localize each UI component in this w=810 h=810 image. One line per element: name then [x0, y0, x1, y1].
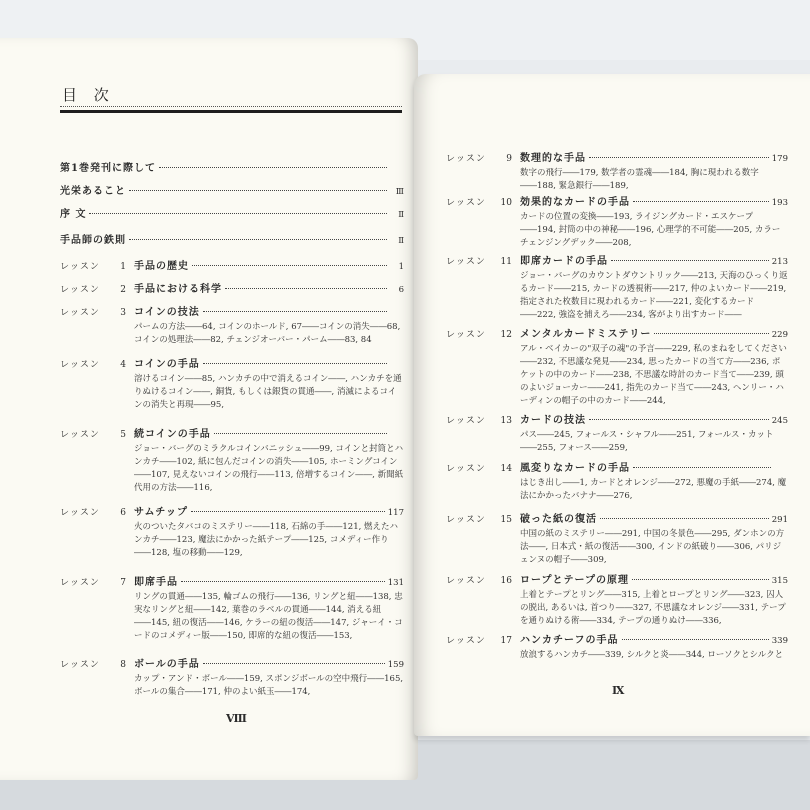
lesson-label: レッスン	[446, 464, 486, 474]
lesson-number: 6	[120, 508, 126, 518]
lesson-title: ボールの手品	[134, 659, 200, 670]
lesson-title: コインの手品	[134, 359, 200, 370]
front-matter-title: 第1巻発刊に際して	[60, 163, 156, 174]
lesson-entry	[60, 576, 404, 643]
lesson-entry	[446, 196, 788, 250]
front-matter-item	[60, 234, 404, 249]
dot-leader	[129, 190, 387, 191]
page-ref: 291	[771, 515, 788, 525]
lesson-entry	[446, 574, 788, 628]
lesson-label: レッスン	[60, 308, 100, 318]
lesson-entry	[446, 152, 788, 193]
lesson-label: レッスン	[446, 576, 486, 586]
lesson-entry	[446, 255, 788, 322]
lesson-label: レッスン	[446, 154, 486, 164]
lesson-title: 風変りなカードの手品	[520, 463, 630, 474]
dot-leader	[203, 311, 387, 312]
front-matter-title: 光栄あること	[60, 186, 126, 197]
dot-leader	[181, 581, 385, 582]
lesson-label: レッスン	[446, 515, 486, 525]
dot-leader	[654, 333, 768, 334]
dot-leader	[129, 239, 387, 240]
page-ref: Ⅲ	[395, 187, 404, 197]
lesson-label: レッスン	[60, 262, 100, 272]
lesson-entry	[446, 462, 788, 503]
lesson-entry	[60, 306, 404, 347]
lesson-number: 7	[120, 578, 126, 588]
front-matter-title: 序 文	[60, 209, 87, 220]
dot-leader	[611, 260, 769, 261]
front-matter-title: 手品師の鉄則	[60, 235, 126, 246]
lesson-title: 数理的な手品	[520, 153, 586, 164]
lesson-contents: カードの位置の変換――193, ライジングカード・エスケープ――194, 封筒の中の神秘――196, 心理学的不可能――205, カラーチェンジングデック――208,	[520, 211, 781, 248]
lesson-contents: 数字の飛行――179, 数学者の霊魂――184, 胸に現われる数字――188, 緊急銀行――189,	[520, 167, 759, 191]
lesson-contents: パス――245, フォールス・シャフル――251, フォールス・カット――255, フォース――259,	[520, 429, 774, 453]
lesson-contents: はじき出し――1, カードとオレンジ――272, 悪魔の手紙――274, 魔法にかかったバナナ――276,	[520, 477, 787, 501]
lesson-contents: ジョー・バーグのミラクルコインバニッシュ――99, コインと封筒とハンカチ――102, 紙に包んだコインの消失――105, ホーミングコイン――107, 見えないコインの飛行――113, 倍増するコイン――, 新聞紙代用の方法――116,	[134, 443, 404, 493]
lesson-number: 13	[500, 416, 512, 426]
lesson-title: ロープとテープの原理	[520, 575, 629, 586]
lesson-entry	[446, 634, 788, 662]
lesson-label: レッスン	[446, 198, 486, 208]
heading-rule	[60, 110, 402, 113]
lesson-title: 効果的なカードの手品	[520, 197, 630, 208]
lesson-title: 即席カードの手品	[520, 256, 608, 267]
lesson-title: 手品の歴史	[134, 261, 189, 272]
page-ref: 131	[387, 578, 404, 588]
lesson-number: 10	[500, 198, 512, 208]
lesson-contents: リングの貫通――135, 輪ゴムの飛行――136, リングと紐――138, 忠実なリングと紐――142, 葉巻のラベルの貫通――144, 消える紐――145, 紐の復活――146, ケラーの紐の復活――147, ジャーイ・コードのコメディー版――150, 即席的な紐の復活――153,	[134, 591, 403, 641]
left-page-number: Ⅷ	[226, 712, 248, 725]
dot-leader	[622, 639, 769, 640]
dot-leader	[214, 433, 387, 434]
dot-leader	[203, 663, 385, 664]
lesson-contents: パームの方法――64, コインのホールド, 67――コインの消失――68, コインの処理法――82, チェンジオーバー・パーム――83, 84	[134, 321, 401, 345]
lesson-title: 即席手品	[134, 577, 178, 588]
lesson-number: 17	[500, 636, 512, 646]
lesson-title: コインの技法	[134, 307, 200, 318]
lesson-entry	[60, 260, 404, 275]
lesson-entry	[60, 428, 404, 495]
lesson-number: 14	[500, 464, 512, 474]
lesson-entry	[60, 283, 404, 298]
lesson-title: 手品における科学	[134, 284, 222, 295]
lesson-number: 1	[120, 262, 126, 272]
dot-leader	[632, 579, 769, 580]
lesson-contents: 上着とテープとリング――315, 上着とロープとリング――323, 囚人の脱出, あるいは, 首つり――327, 不思議なオレンジ――331, テープを通りぬける術――334, テープの通りぬけ――336,	[520, 589, 786, 626]
right-page-number: Ⅸ	[612, 684, 626, 697]
dot-leader	[159, 167, 387, 168]
page-ref: Ⅱ	[398, 210, 404, 220]
dot-leader	[633, 201, 769, 202]
lesson-title: 破った紙の復活	[520, 514, 597, 525]
lesson-contents: アル・ベイカーの"双子の魂"の予言――229, 私のまねをしてください――232, 不思議な発見――234, 思ったカードの当て方――236, ポケットの中のカード――238, 不思議な時計のカード当て――239, 頭のよいジョーカー――241, 指先のカード当て――243, ヘンリー・ハーディンの帽子の中のカード――244,	[520, 343, 787, 406]
lesson-number: 2	[120, 285, 126, 295]
front-matter-item	[60, 208, 404, 223]
lesson-entry	[60, 658, 404, 699]
lesson-number: 4	[120, 360, 126, 370]
lesson-label: レッスン	[60, 360, 100, 370]
lesson-number: 8	[120, 660, 126, 670]
lesson-title: メンタルカードミステリー	[520, 329, 652, 340]
page-ref: 1	[398, 262, 404, 272]
dot-leader	[633, 467, 771, 468]
page-ref: 339	[771, 636, 788, 646]
lesson-number: 5	[120, 430, 126, 440]
page-ref: 179	[771, 154, 788, 164]
lesson-label: レッスン	[60, 660, 100, 670]
lesson-title: ハンカチーフの手品	[520, 635, 619, 646]
dot-leader	[589, 157, 769, 158]
lesson-number: 3	[120, 308, 126, 318]
lesson-contents: 放浪するハンカチ――339, シルクと炎――344, ローソクとシルクと	[520, 649, 784, 660]
lesson-title: 続コインの手品	[134, 429, 211, 440]
dot-leader	[192, 265, 387, 266]
dot-leader	[600, 518, 769, 519]
lesson-number: 15	[500, 515, 512, 525]
lesson-label: レッスン	[446, 330, 486, 340]
lesson-number: 12	[500, 330, 512, 340]
lesson-number: 16	[500, 576, 512, 586]
dot-leader	[89, 213, 387, 214]
lesson-contents: 火のついたタバコのミステリー――118, 石綿の手――121, 燃えたハンカチ――123, 魔法にかかった紙テープ――125, コメディー作り――128, 塩の移動――129,	[134, 521, 399, 558]
lesson-entry	[446, 414, 788, 455]
lesson-entry	[60, 506, 404, 560]
page-ref: 229	[771, 330, 788, 340]
page-ref: 213	[771, 257, 788, 267]
page-ref: 315	[771, 576, 788, 586]
dot-leader	[589, 419, 769, 420]
lesson-entry	[60, 358, 404, 412]
lesson-label: レッスン	[446, 257, 486, 267]
lesson-contents: カップ・アンド・ボール――159, スポンジボールの空中飛行――165, ボールの集合――171, 仲のよい紙玉――174,	[134, 673, 404, 697]
lesson-contents: 中国の紙のミステリー――291, 中国の冬景色――295, ダンホンの方法――, 日本式・紙の復活――300, インドの紙破り――306, パリジェンヌの帽子――309,	[520, 528, 785, 565]
lesson-label: レッスン	[446, 636, 486, 646]
lesson-label: レッスン	[60, 578, 100, 588]
page-ref: Ⅱ	[398, 236, 404, 246]
lesson-contents: 溶けるコイン――85, ハンカチの中で消えるコイン――, ハンカチを通りぬけるコイン――, 銅貨, もしくは銀貨の貫通――, 消滅によるコインの消失と再現――95,	[134, 373, 402, 410]
lesson-title: カードの技法	[520, 415, 586, 426]
front-matter-item	[60, 162, 404, 176]
lesson-number: 9	[506, 154, 512, 164]
page-ref: 117	[387, 508, 404, 518]
page-ref: 193	[771, 198, 788, 208]
page-ref: 6	[398, 285, 404, 295]
lesson-entry	[446, 513, 788, 567]
lesson-label: レッスン	[446, 416, 486, 426]
lesson-contents: ジョー・バーグのカウントダウントリック――213, 天海のひっくり返るカード――215, カードの透視術――217, 仲のよいカード――219, 指定された枚数目に現われるカード――221, 変化するカード――222, 強盗を捕えろ――234, 客がより出すカード――	[520, 270, 788, 320]
dot-leader	[191, 511, 385, 512]
dot-leader	[225, 288, 387, 289]
lesson-number: 11	[500, 257, 512, 267]
page-ref: 245	[771, 416, 788, 426]
page-ref: 159	[387, 660, 404, 670]
toc-heading: 目 次	[62, 86, 115, 104]
dot-leader	[203, 363, 387, 364]
front-matter-item	[60, 185, 404, 200]
lesson-entry	[446, 328, 788, 408]
lesson-label: レッスン	[60, 508, 100, 518]
lesson-label: レッスン	[60, 430, 100, 440]
lesson-title: サムチップ	[134, 507, 188, 518]
lesson-label: レッスン	[60, 285, 100, 295]
